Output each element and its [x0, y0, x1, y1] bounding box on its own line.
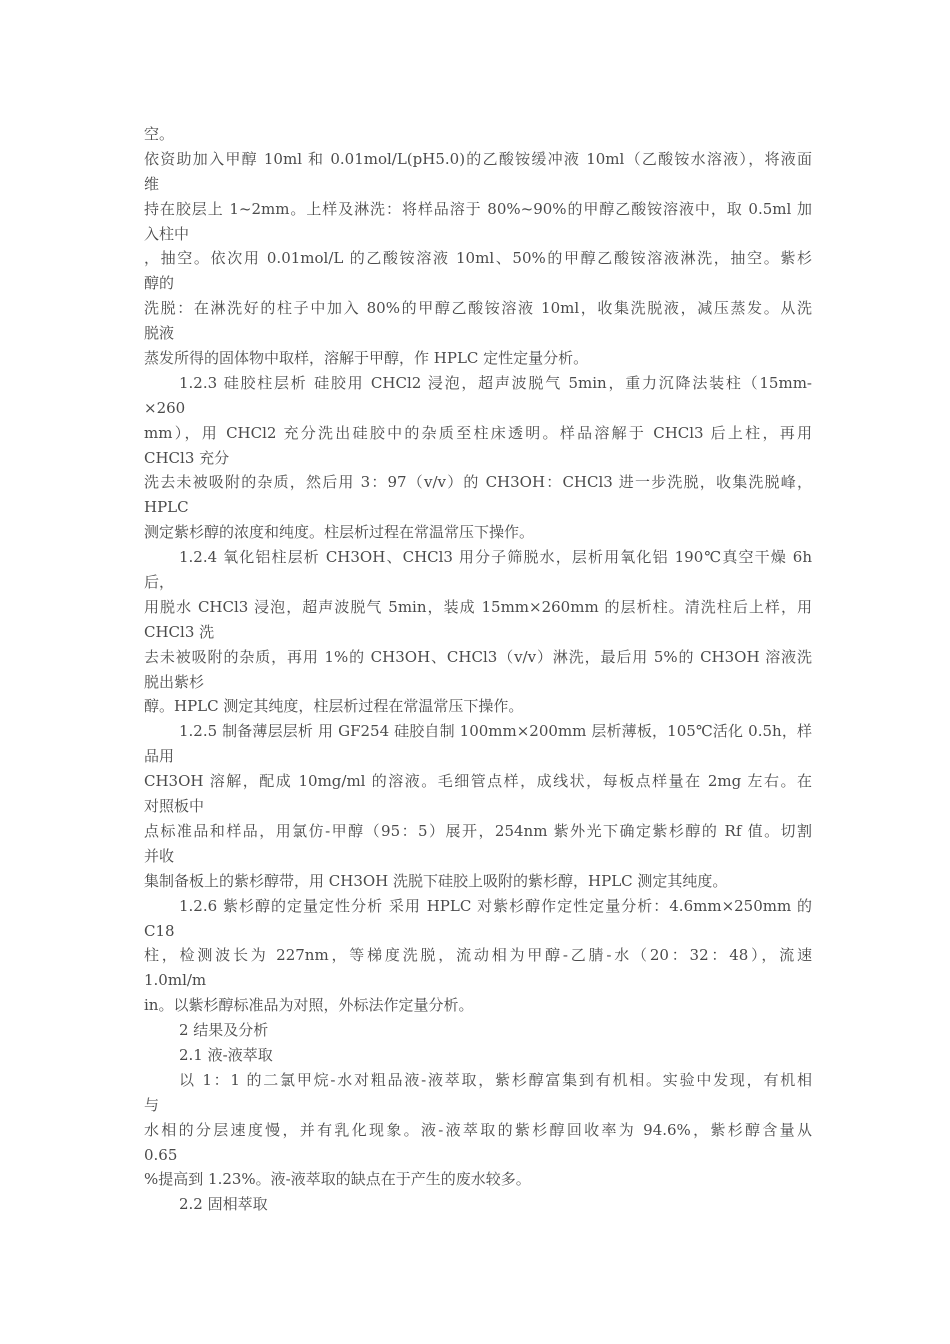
text-line: CH3OH 溶解，配成 10mg/ml 的溶液。毛细管点样，成线状，每板点样量在 2mg 左右。在 [144, 772, 812, 791]
document-page [144, 122, 812, 1217]
text-line: 2.2 固相萃取 [179, 1195, 268, 1214]
text-line: 集制备板上的紫杉醇带，用 CH3OH 洗脱下硅胶上吸附的紫杉醇，HPLC 测定其纯度。 [144, 871, 728, 890]
text-line: 醇的 [144, 274, 175, 293]
text-line: CHCl3 洗 [144, 622, 215, 641]
text-line: 品用 [144, 747, 175, 766]
text-line: 测定紫杉醇的浓度和纯度。柱层析过程在常温常压下操作。 [144, 523, 535, 542]
text-line: ×260 [144, 398, 186, 417]
text-line: CHCl3 充分 [144, 448, 230, 467]
text-line: 1.0ml/m [144, 971, 207, 990]
text-line: 用脱水 CHCl3 浸泡，超声波脱气 5min，装成 15mm×260mm 的层析柱。清洗柱后上样，用 [144, 597, 812, 616]
text-line: 脱液 [144, 324, 175, 343]
text-line: 醇。HPLC 测定其纯度，柱层析过程在常温常压下操作。 [144, 697, 524, 716]
text-line: 点标准品和样品，用氯仿-甲醇（95：5）展开，254nm 紫外光下确定紫杉醇的 Rf 值。切割 [144, 821, 812, 840]
text-line: 水相的分层速度慢，并有乳化现象。液-液萃取的紫杉醇回收率为 94.6%，紫杉醇含量从 [144, 1120, 812, 1139]
text-line: 1.2.5 制备薄层层析 用 GF254 硅胶自制 100mm×200mm 层析薄板，105℃活化 0.5h，样 [179, 722, 812, 741]
text-line: 柱，检测波长为 227nm，等梯度洗脱，流动相为甲醇-乙腈-水（20：32：48），流速 [144, 946, 812, 965]
text-line: in。以紫杉醇标准品为对照，外标法作定量分析。 [144, 996, 474, 1015]
text-line: 1.2.6 紫杉醇的定量定性分析 采用 HPLC 对紫杉醇作定性定量分析：4.6mm×250mm 的 [179, 896, 812, 915]
text-line: 以 1：1 的二氯甲烷-水对粗品液-液萃取，紫杉醇富集到有机相。实验中发现，有机相 [179, 1070, 812, 1089]
text-line: 入柱中 [144, 224, 190, 243]
text-line: 1.2.3 硅胶柱层析 硅胶用 CHCl2 浸泡，超声波脱气 5min，重力沉降法装柱（15mm- [179, 373, 812, 392]
text-line: 蒸发所得的固体物中取样，溶解于甲醇，作 HPLC 定性定量分析。 [144, 349, 589, 368]
text-line: 并收 [144, 846, 175, 865]
text-line: HPLC [144, 498, 189, 517]
text-line: 后， [144, 573, 175, 592]
text-line: 1.2.4 氧化铝柱层析 CH3OH、CHCl3 用分子筛脱水，层析用氧化铝 190℃真空干燥 6h [179, 548, 812, 567]
text-line: C18 [144, 921, 175, 940]
text-line: 持在胶层上 1~2mm。上样及淋洗：将样品溶于 80%~90%的甲醇乙酸铵溶液中，取 0.5ml 加 [144, 199, 812, 218]
text-line: 洗去未被吸附的杂质，然后用 3：97（v/v）的 CH3OH：CHCl3 进一步洗脱，收集洗脱峰， [144, 473, 812, 492]
text-line: 对照板中 [144, 797, 205, 816]
text-line: 脱出紫杉 [144, 672, 205, 691]
text-line: 洗脱：在淋洗好的柱子中加入 80%的甲醇乙酸铵溶液 10ml，收集洗脱液，减压蒸发。从洗 [144, 299, 812, 318]
text-line: 2 结果及分析 [179, 1021, 269, 1040]
text-line: 0.65 [144, 1145, 178, 1164]
text-line: 去未被吸附的杂质，再用 1%的 CH3OH、CHCl3（v/v）淋洗，最后用 5%的 CH3OH 溶液洗 [144, 647, 812, 666]
text-line: 维 [144, 174, 160, 193]
text-line: mm），用 CHCl2 充分洗出硅胶中的杂质至柱床透明。样品溶解于 CHCl3 后上柱，再用 [144, 423, 812, 442]
text-line: 依资助加入甲醇 10ml 和 0.01mol/L(pH5.0)的乙酸铵缓冲液 10ml（乙酸铵水溶液），将液面 [144, 149, 812, 168]
text-line: ，抽空。依次用 0.01mol/L 的乙酸铵溶液 10ml、50%的甲醇乙酸铵溶液淋洗，抽空。紫杉 [144, 249, 812, 268]
text-line: %提高到 1.23%。液-液萃取的缺点在于产生的废水较多。 [144, 1170, 531, 1189]
text-line: 与 [144, 1095, 160, 1114]
text-line: 空。 [144, 125, 175, 143]
text-line: 2.1 液-液萃取 [179, 1045, 273, 1064]
